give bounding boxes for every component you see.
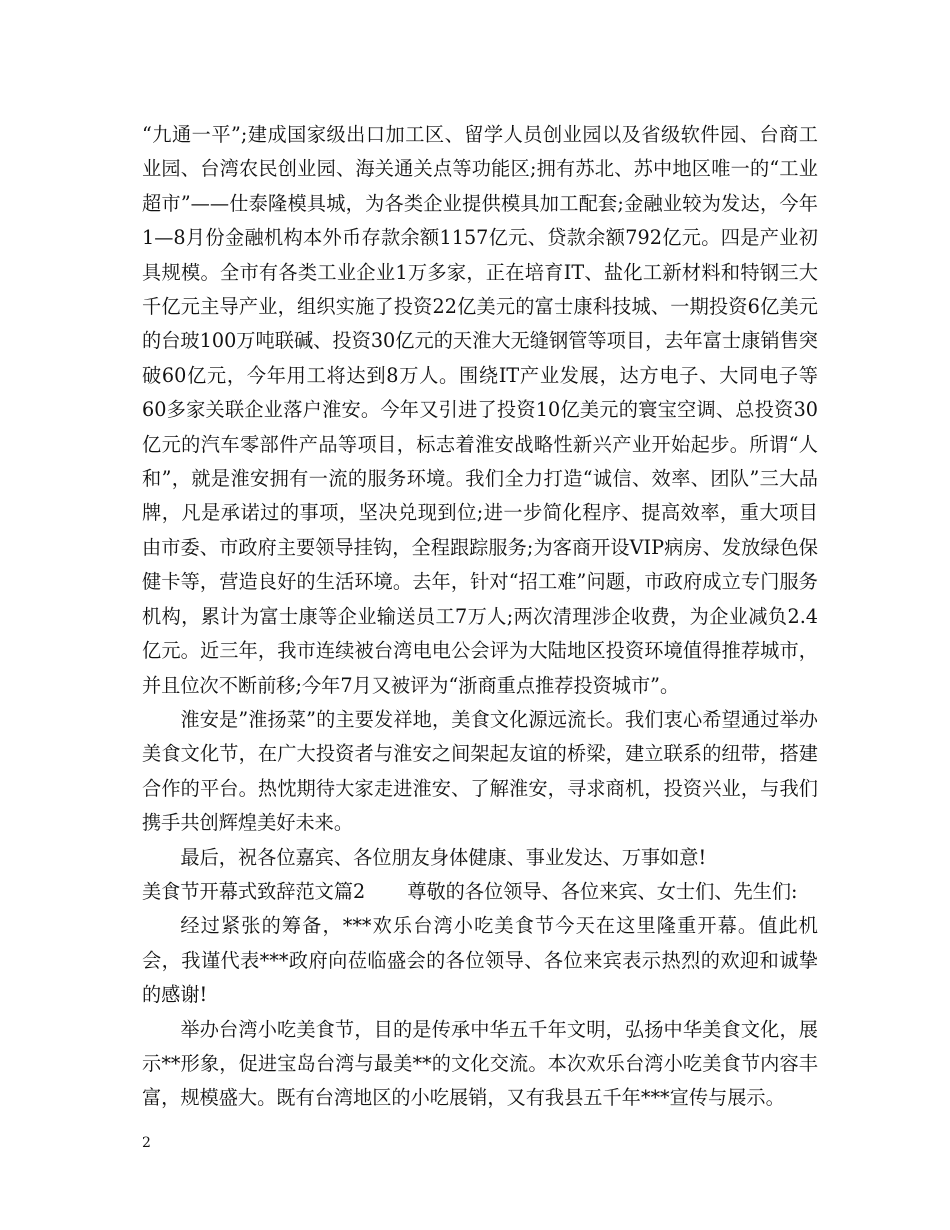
- section-title: 美食节开幕式致辞范文篇2: [142, 879, 366, 903]
- paragraph-food-culture: 淮安是”淮扬菜”的主要发祥地，美食文化源远流长。我们衷心希望通过举办美食文化节，在广大投资者与淮安之间架起友谊的桥梁，建立联系的纽带，搭建合作的平台。热忱期待大家走进淮安、了解淮安，寻求商机，投资兴业，与我们携手共创辉煌美好未来。: [142, 707, 818, 835]
- document-body: [142, 118, 818, 1116]
- paragraph-continued: “九通一平”;建成国家级出口加工区、留学人员创业园以及省级软件园、台商工业园、台湾农民创业园、海关通关点等功能区;拥有苏北、苏中地区唯一的“工业超市”——仕泰隆模具城，为各类企业提供模具加工配套;金融业较为发达，今年1—8月份金融机构本外币存款余额1157亿元、贷款余额792亿元。四是产业初具规模。全市有各类工业企业1万多家，正在培育IT、盐化工新材料和特钢三大千亿元主导产业，组织实施了投资22亿美元的富士康科技城、一期投资6亿美元的台玻100万吨联碱、投资30亿元的天淮大无缝钢管等项目，去年富士康销售突破60亿元，今年用工将达到8万人。围绕IT产业发展，达方电子、大同电子等60多家关联企业落户淮安。今年又引进了投资10亿美元的寰宝空调、总投资30亿元的汽车零部件产品等项目，标志着淮安战略性新兴产业开始起步。所谓“人和”，就是淮安拥有一流的服务环境。我们全力打造“诚信、效率、团队”三大品牌，凡是承诺过的事项，坚决兑现到位;进一步简化程序、提高效率，重大项目由市委、市政府主要领导挂钩，全程跟踪服务;为客商开设VIP病房、发放绿色保健卡等，营造良好的生活环境。去年，针对“招工难”问题，市政府成立专门服务机构，累计为富士康等企业输送员工7万人;两次清理涉企收费，为企业减负2.4亿元。近三年，我市连续被台湾电电公会评为大陆地区投资环境值得推荐城市，并且位次不断前移;今年7月又被评为“浙商重点推荐投资城市”。: [142, 123, 818, 697]
- paragraph-opening: 经过紧张的筹备，***欢乐台湾小吃美食节今天在这里隆重开幕。值此机会，我谨代表***政府向莅临盛会的各位领导、各位来宾表示热烈的欢迎和诚挚的感谢!: [142, 914, 818, 1007]
- paragraph-purpose: 举办台湾小吃美食节，目的是传承中华五千年文明，弘扬中华美食文化，展示**形象，促进宝岛台湾与最美**的文化交流。本次欢乐台湾小吃美食节内容丰富，规模盛大。既有台湾地区的小吃展销，又有我县五千年***宣传与展示。: [142, 1017, 818, 1110]
- section-heading-line: [142, 875, 818, 909]
- paragraph-closing-wishes: 最后，祝各位嘉宾、各位朋友身体健康、事业发达、万事如意!: [180, 845, 707, 869]
- salutation: 尊敬的各位领导、各位来宾、女士们、先生们:: [407, 879, 798, 903]
- page-number: 2: [142, 1135, 151, 1151]
